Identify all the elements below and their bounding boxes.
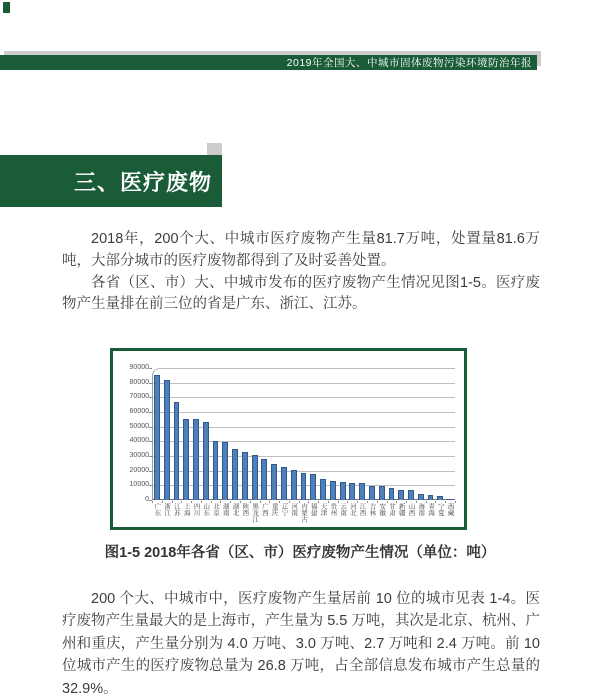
y-axis-label: 50000 bbox=[129, 422, 149, 430]
x-axis-label: 宁夏 bbox=[436, 503, 444, 516]
x-axis-tick bbox=[299, 501, 300, 503]
x-axis-tick bbox=[308, 501, 309, 503]
x-axis-tick bbox=[445, 501, 446, 503]
x-axis-tick bbox=[289, 501, 290, 503]
x-axis-tick bbox=[406, 501, 407, 503]
x-axis-tick bbox=[152, 501, 153, 503]
x-axis-tick bbox=[240, 501, 241, 503]
x-axis-tick bbox=[328, 501, 329, 503]
bar-河北 bbox=[349, 483, 355, 500]
x-axis-label: 内蒙古 bbox=[300, 503, 307, 523]
section-title: 三、医疗废物 bbox=[73, 169, 212, 195]
x-axis-tick bbox=[347, 501, 348, 503]
x-axis-tick bbox=[172, 501, 173, 503]
bar-内蒙古 bbox=[301, 473, 307, 500]
y-axis-label: 80000 bbox=[129, 378, 149, 386]
x-axis-tick bbox=[357, 501, 358, 503]
x-axis-label: 吉林 bbox=[368, 503, 376, 516]
x-axis-label: 湖北 bbox=[231, 503, 239, 516]
x-axis-label: 新疆 bbox=[397, 503, 405, 516]
x-axis-label: 上海 bbox=[182, 503, 190, 516]
x-axis-label: 广东 bbox=[153, 503, 161, 516]
x-axis-tick bbox=[367, 501, 368, 503]
x-axis-label: 浙江 bbox=[163, 503, 171, 516]
x-axis-label: 河北 bbox=[348, 503, 356, 516]
y-axis-label: 60000 bbox=[129, 408, 149, 415]
page-header-bar bbox=[0, 55, 537, 70]
figure-1-5-box bbox=[110, 348, 467, 530]
x-axis-tick bbox=[162, 501, 163, 503]
bar-山西 bbox=[408, 490, 414, 500]
y-axis-label: 10000 bbox=[129, 481, 149, 489]
bar-北京 bbox=[213, 441, 219, 500]
x-axis-label: 山西 bbox=[407, 503, 415, 516]
x-axis-label: 福建 bbox=[309, 503, 317, 516]
bar-浙江 bbox=[164, 380, 170, 500]
report-title: 2019年全国大、中城市固体废物污染环境防治年报 bbox=[286, 57, 532, 69]
x-axis-label: 西藏 bbox=[446, 503, 454, 516]
y-axis-label: 40000 bbox=[129, 437, 149, 445]
bar-湖北 bbox=[232, 449, 238, 500]
figure-caption: 图1-5 2018年各省（区、市）医疗废物产生情况（单位：吨） bbox=[104, 545, 496, 561]
x-axis-label: 广西 bbox=[260, 503, 268, 516]
x-axis-tick bbox=[435, 501, 436, 503]
x-axis-tick bbox=[338, 501, 339, 503]
bar-新疆 bbox=[398, 490, 404, 500]
paragraph-province-overview: 各省（区、市）大、中城市发布的医疗废物产生情况见图1-5。医疗废物产生量排在前三位的省是广东、浙江、江苏。 bbox=[62, 274, 540, 313]
x-axis-label: 山东 bbox=[202, 503, 210, 516]
bar-黑龙江 bbox=[252, 455, 258, 500]
x-axis-tick bbox=[377, 501, 378, 503]
bar-江苏 bbox=[174, 402, 180, 500]
x-axis-tick bbox=[260, 501, 261, 503]
bar-贵州 bbox=[330, 481, 336, 500]
x-axis-tick bbox=[181, 501, 182, 503]
bar-上海 bbox=[183, 419, 189, 500]
bar-山东 bbox=[203, 422, 209, 500]
bar-甘肃 bbox=[389, 488, 395, 500]
intro-paragraphs bbox=[62, 229, 540, 316]
bar-安徽 bbox=[379, 486, 385, 500]
bar-重庆 bbox=[271, 464, 277, 500]
x-axis-label: 贵州 bbox=[329, 503, 337, 516]
x-axis-label: 江西 bbox=[358, 503, 366, 516]
bar-云南 bbox=[340, 482, 346, 500]
x-axis-label: 海南 bbox=[417, 503, 425, 516]
bar-西藏 bbox=[447, 499, 453, 500]
bar-广西 bbox=[261, 459, 267, 500]
x-axis-tick bbox=[455, 501, 456, 503]
x-axis-label: 甘肃 bbox=[387, 503, 395, 516]
bar-河南 bbox=[291, 470, 297, 500]
x-axis-label: 陕西 bbox=[241, 503, 249, 516]
section-title-box bbox=[0, 155, 222, 207]
x-axis-tick bbox=[416, 501, 417, 503]
bar-陕西 bbox=[242, 452, 248, 500]
x-axis-tick bbox=[279, 501, 280, 503]
x-axis-tick bbox=[230, 501, 231, 503]
bar-海南 bbox=[418, 494, 424, 500]
y-axis-label: 30000 bbox=[129, 452, 149, 459]
x-axis-label: 北京 bbox=[212, 503, 220, 516]
bar-江西 bbox=[359, 483, 365, 500]
bar-辽宁 bbox=[281, 467, 287, 500]
y-axis-label: 90000 bbox=[129, 364, 149, 371]
x-axis-label: 辽宁 bbox=[280, 503, 288, 516]
x-axis-tick bbox=[191, 501, 192, 503]
x-axis-tick bbox=[201, 501, 202, 503]
x-axis-tick bbox=[426, 501, 427, 503]
y-axis-label: 70000 bbox=[129, 393, 149, 401]
bar-四川 bbox=[193, 419, 199, 500]
x-axis-tick bbox=[396, 501, 397, 503]
bar-chart-medical-waste-by-province bbox=[113, 351, 464, 527]
x-axis-tick bbox=[211, 501, 212, 503]
x-axis-label: 河南 bbox=[290, 503, 298, 516]
x-axis-label: 天津 bbox=[319, 503, 327, 516]
y-axis-tick bbox=[149, 368, 152, 369]
x-axis-label: 黑龙江 bbox=[251, 503, 259, 523]
x-axis-label: 安徽 bbox=[378, 503, 386, 516]
bar-宁夏 bbox=[437, 496, 443, 500]
x-axis-tick bbox=[318, 501, 319, 503]
x-axis-label: 青海 bbox=[427, 503, 435, 516]
paragraph-medical-waste-totals: 2018年，200个大、中城市医疗废物产生量81.7万吨，处置量81.6万吨，大部分城市的医疗废物都得到了及时妥善处置。 bbox=[62, 231, 540, 269]
y-axis-label: 0 bbox=[145, 496, 149, 503]
y-axis-label: 20000 bbox=[129, 466, 149, 474]
bar-广东 bbox=[154, 375, 160, 500]
x-axis-tick bbox=[387, 501, 388, 503]
bar-福建 bbox=[310, 474, 316, 500]
x-axis-label: 湖南 bbox=[221, 503, 229, 516]
closing-paragraph bbox=[62, 588, 540, 698]
x-axis-tick bbox=[269, 501, 270, 503]
paragraph-top10-cities: 200 个大、中城市中，医疗废物产生量居前 10 位的城市见表 1-4。医疗废物产生量最大的是上海市，产生量为 5.5 万吨，其次是北京、杭州、广州和重庆，产生量分别为 4.0 万吨、3.0 万吨、2.7 万吨和 2.4 万吨。前 10 位城市产生的医疗废物总量为 26.8 万吨，占全部信息发布城市产生总量的 32.9%。 bbox=[62, 591, 540, 697]
x-axis-tick bbox=[220, 501, 221, 503]
corner-mark bbox=[3, 2, 10, 13]
bar-吉林 bbox=[369, 486, 375, 500]
x-axis-tick bbox=[250, 501, 251, 503]
x-axis-label: 重庆 bbox=[270, 503, 278, 516]
x-axis-label: 云南 bbox=[339, 503, 347, 516]
bar-天津 bbox=[320, 479, 326, 500]
bar-湖南 bbox=[222, 442, 228, 500]
x-axis-label: 四川 bbox=[192, 503, 200, 516]
bar-青海 bbox=[428, 495, 434, 500]
x-axis-label: 江苏 bbox=[172, 503, 180, 516]
